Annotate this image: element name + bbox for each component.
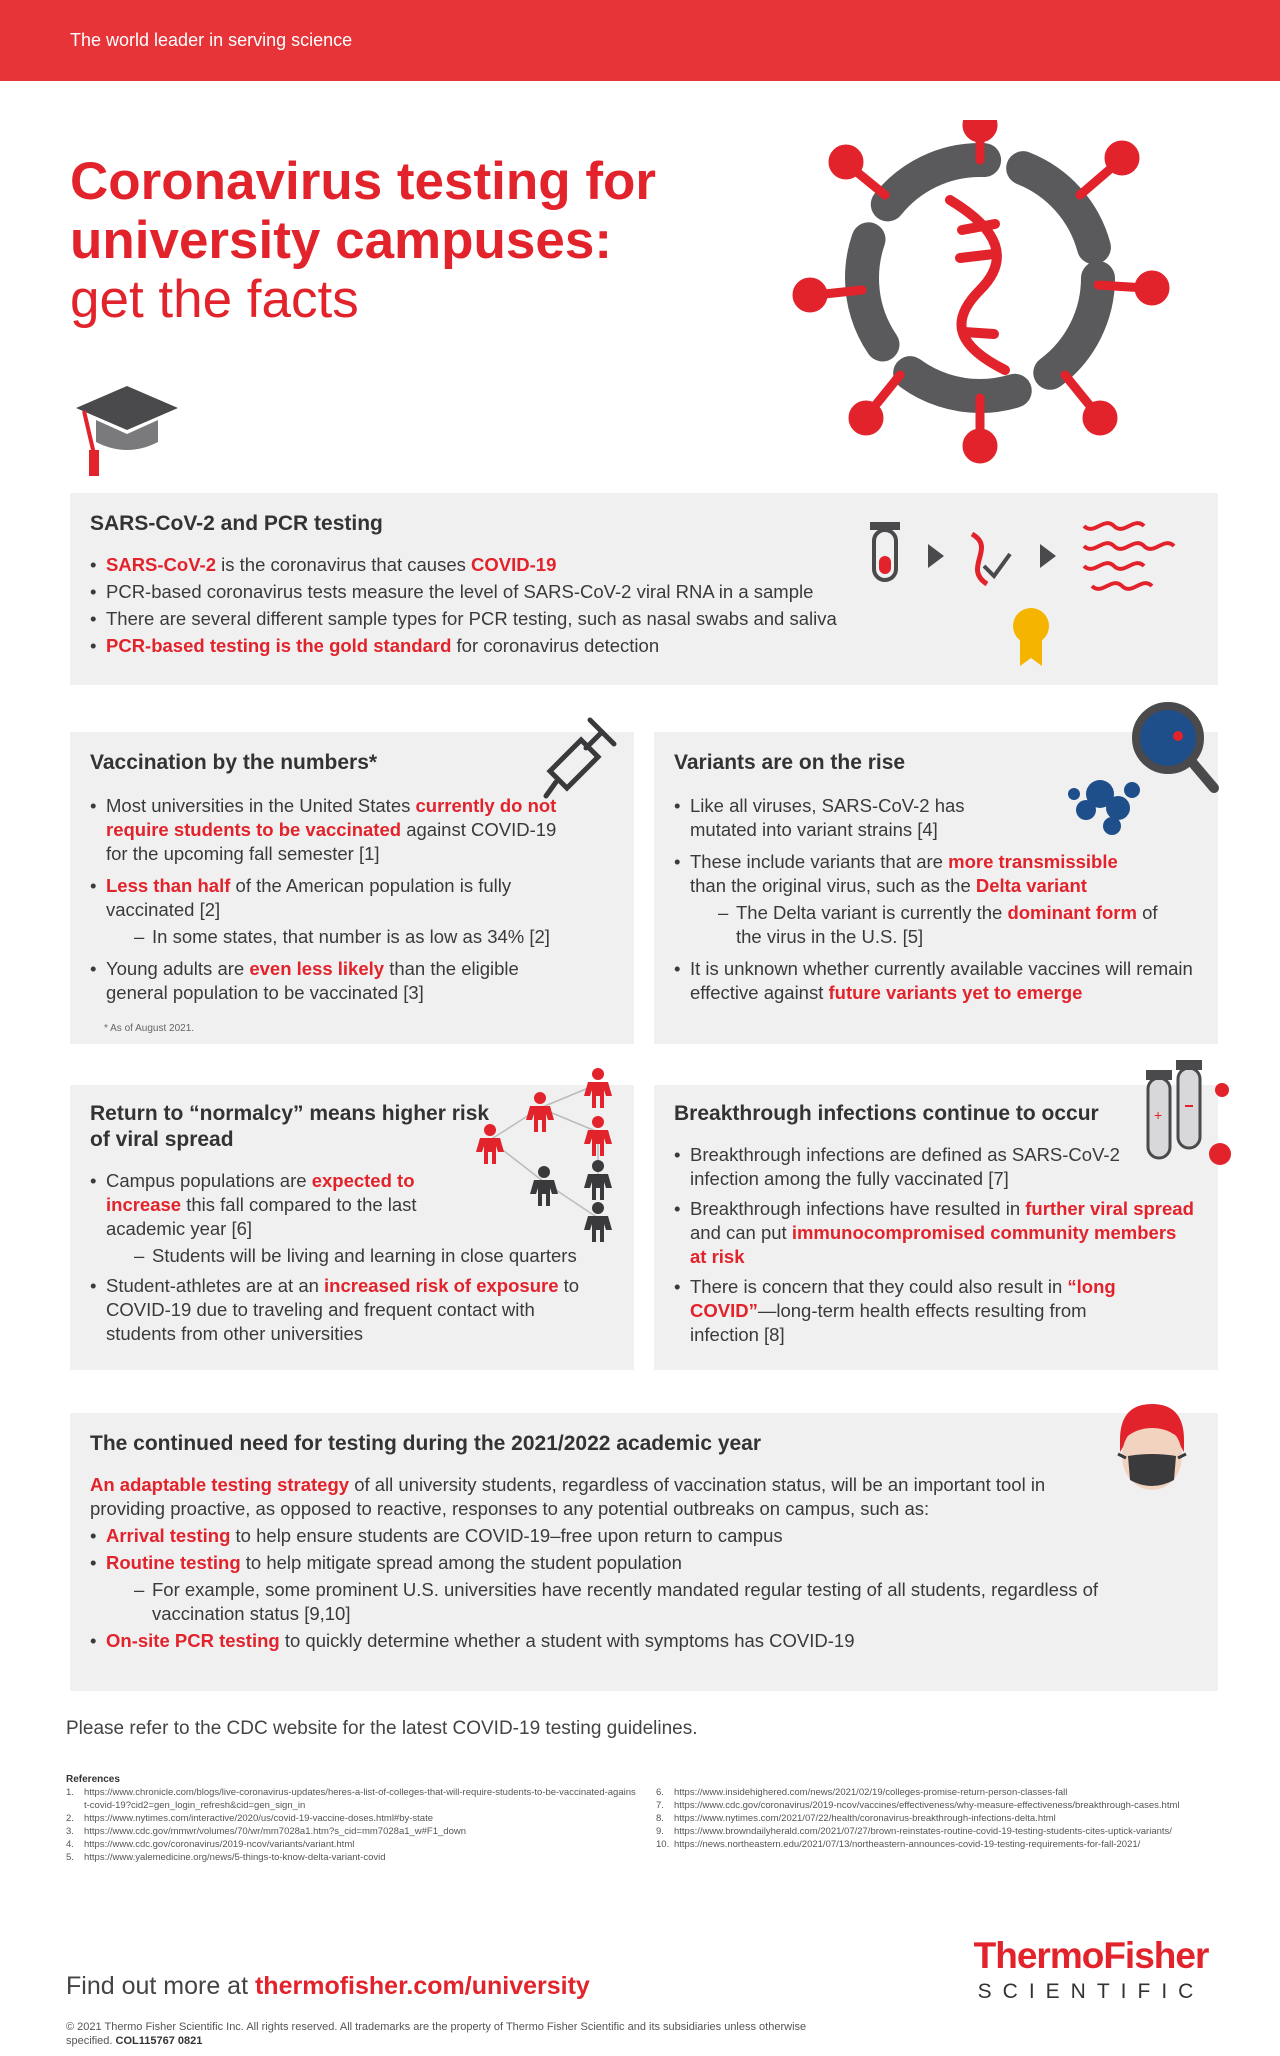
list-item: • Less than half of the American population is fully vaccinated [2] xyxy=(90,874,530,922)
page-title: Coronavirus testing for university campuses: get the facts xyxy=(70,152,657,329)
variants-heading: Variants are on the rise xyxy=(674,751,906,774)
references xyxy=(66,1773,1226,1864)
breakthrough-section xyxy=(654,1085,1218,1370)
testing-intro: An adaptable testing strategy of all university students, regardless of vaccination status, will be an important tool in providing proactive, as opposed to reactive, responses to any potential outbreaks on campus, such as: xyxy=(90,1474,1046,1519)
references-col-1 xyxy=(66,1786,636,1864)
reference-item: 3. https://www.cdc.gov/mmwr/volumes/70/wr/mm7028a1.htm?s_cid=mm7028a1_w#F1_down xyxy=(66,1826,467,1837)
reference-item: 7. https://www.cdc.gov/coronavirus/2019-ncov/vaccines/effectiveness/why-measure-effectiveness/breakthrough-cases.html xyxy=(656,1800,1180,1811)
vaccination-heading: Vaccination by the numbers* xyxy=(90,751,378,774)
copyright: © 2021 Thermo Fisher Scientific Inc. All rights reserved. All trademarks are the property of Thermo Fisher Scientific and its subsidiaries unless otherwise specified. COL115767 0821 xyxy=(66,2021,807,2047)
tagline: The world leader in serving science xyxy=(70,30,353,50)
vaccination-list xyxy=(90,794,614,1005)
reference-item: 5. https://www.yalemedicine.org/news/5-things-to-know-delta-variant-covid xyxy=(66,1852,386,1863)
list-item: • Student-athletes are at an increased risk of exposure to COVID-19 due to traveling and frequent contact with students from other universities xyxy=(90,1274,600,1346)
pcr-heading: SARS-CoV-2 and PCR testing xyxy=(90,512,383,535)
normalcy-heading: Return to “normalcy” means higher risk of viral spread xyxy=(90,1102,490,1151)
reference-item: 4. https://www.cdc.gov/coronavirus/2019-ncov/variants/variant.html xyxy=(66,1839,355,1850)
coronavirus-icon xyxy=(790,120,1250,480)
list-item: • Most universities in the United States currently do not require students to be vaccinated against COVID-19 for the upcoming fall semester [1] xyxy=(90,794,560,866)
list-item: • PCR-based coronavirus tests measure the level of SARS-CoV-2 viral RNA in a sample xyxy=(90,580,1198,604)
list-item: • Arrival testing to help ensure students are COVID-19–free upon return to campus xyxy=(90,1524,1198,1548)
list-item: – In some states, that number is as low as 34% [2] xyxy=(90,925,614,949)
references-heading: References xyxy=(66,1774,120,1785)
reference-item: 2. https://www.nytimes.com/interactive/2020/us/covid-19-vaccine-doses.html#by-state xyxy=(66,1813,434,1824)
thermofisher-logo: ThermoFisher SCIENTIFIC xyxy=(973,1935,1209,2003)
syringe-icon xyxy=(542,712,622,802)
list-item: • Campus populations are expected to increase this fall compared to the last academic year [6] xyxy=(90,1169,430,1241)
person-figures xyxy=(476,1068,612,1242)
list-item: • There is concern that they could also result in “long COVID”—long-term health effects resulting from infection [8] xyxy=(674,1275,1144,1347)
list-item: – The Delta variant is currently the dominant form of the virus in the U.S. [5] xyxy=(674,901,1174,949)
reference-item: 1. https://www.chronicle.com/blogs/live-coronavirus-updates/heres-a-list-of-colleges-that-will-require-students-to-be-vaccinated-against-covid-19?cid2=gen_login_refresh&cid=gen_sign_in xyxy=(66,1787,636,1811)
top-bar xyxy=(0,0,1280,81)
breakthrough-list xyxy=(674,1143,1198,1347)
testing-need-section xyxy=(70,1413,1218,1691)
cdc-note: Please refer to the CDC website for the latest COVID-19 testing guidelines. xyxy=(66,1718,698,1739)
reference-item: 6. https://www.insidehighered.com/news/2021/02/19/colleges-promise-return-person-classes-fall xyxy=(656,1787,1068,1798)
graduation-cap-icon xyxy=(72,384,182,480)
pcr-workflow-icon xyxy=(862,508,1202,668)
list-item: • PCR-based testing is the gold standard for coronavirus detection xyxy=(90,634,1198,658)
list-item: – For example, some prominent U.S. universities have recently mandated regular testing of all students, regardless of vaccination status [9,10] xyxy=(90,1578,1170,1626)
breakthrough-heading: Breakthrough infections continue to occur xyxy=(674,1102,1099,1125)
list-item: • On-site PCR testing to quickly determine whether a student with symptoms has COVID-19 xyxy=(90,1629,1198,1653)
testing-list xyxy=(90,1524,1198,1653)
list-item: • There are several different sample types for PCR testing, such as nasal swabs and saliva xyxy=(90,607,1198,631)
list-item: • It is unknown whether currently available vaccines will remain effective against future variants yet to emerge xyxy=(674,957,1198,1005)
reference-item: 8. https://www.nytimes.com/2021/07/22/health/coronavirus-breakthrough-infections-delta.html xyxy=(656,1813,1056,1824)
masked-person-icon xyxy=(1112,1400,1192,1496)
list-item: • Breakthrough infections have resulted in further viral spread and can put immunocompromised community members at risk xyxy=(674,1197,1194,1269)
list-item: • Breakthrough infections are defined as SARS-CoV-2 infection among the fully vaccinated [7] xyxy=(674,1143,1144,1191)
list-item: • These include variants that are more transmissible than the original virus, such as the Delta variant xyxy=(674,850,1124,898)
magnifier-virus-icon xyxy=(1060,698,1220,848)
list-item: • Routine testing to help mitigate spread among the student population xyxy=(90,1551,1198,1575)
references-col-2 xyxy=(656,1786,1226,1864)
list-item: • SARS-CoV-2 is the coronavirus that causes COVID-19 xyxy=(90,553,1198,577)
reference-item: 9. https://www.browndailyherald.com/2021/07/27/brown-reinstates-routine-covid-19-testing-students-cites-uptick-variants/ xyxy=(656,1826,1172,1837)
people-network-icon xyxy=(468,1056,628,1246)
vaccination-footnote: * As of August 2021. xyxy=(104,1023,195,1034)
find-out-more: Find out more at thermofisher.com/university xyxy=(66,1972,590,2000)
university-link[interactable]: thermofisher.com/university xyxy=(254,1972,590,2000)
test-tubes-icon xyxy=(1140,1060,1236,1180)
list-item: • Like all viruses, SARS-CoV-2 has mutated into variant strains [4] xyxy=(674,794,974,842)
list-item: • Young adults are even less likely than the eligible general population to be vaccinated [3] xyxy=(90,957,570,1005)
svg-text:+: + xyxy=(1154,1107,1163,1123)
testing-heading: The continued need for testing during the 2021/2022 academic year xyxy=(90,1432,762,1455)
reference-item: 10. https://news.northeastern.edu/2021/07/13/northeastern-announces-covid-19-testing-requirements-for-fall-2021/ xyxy=(656,1839,1141,1850)
list-item: – Students will be living and learning in close quarters xyxy=(90,1244,614,1268)
